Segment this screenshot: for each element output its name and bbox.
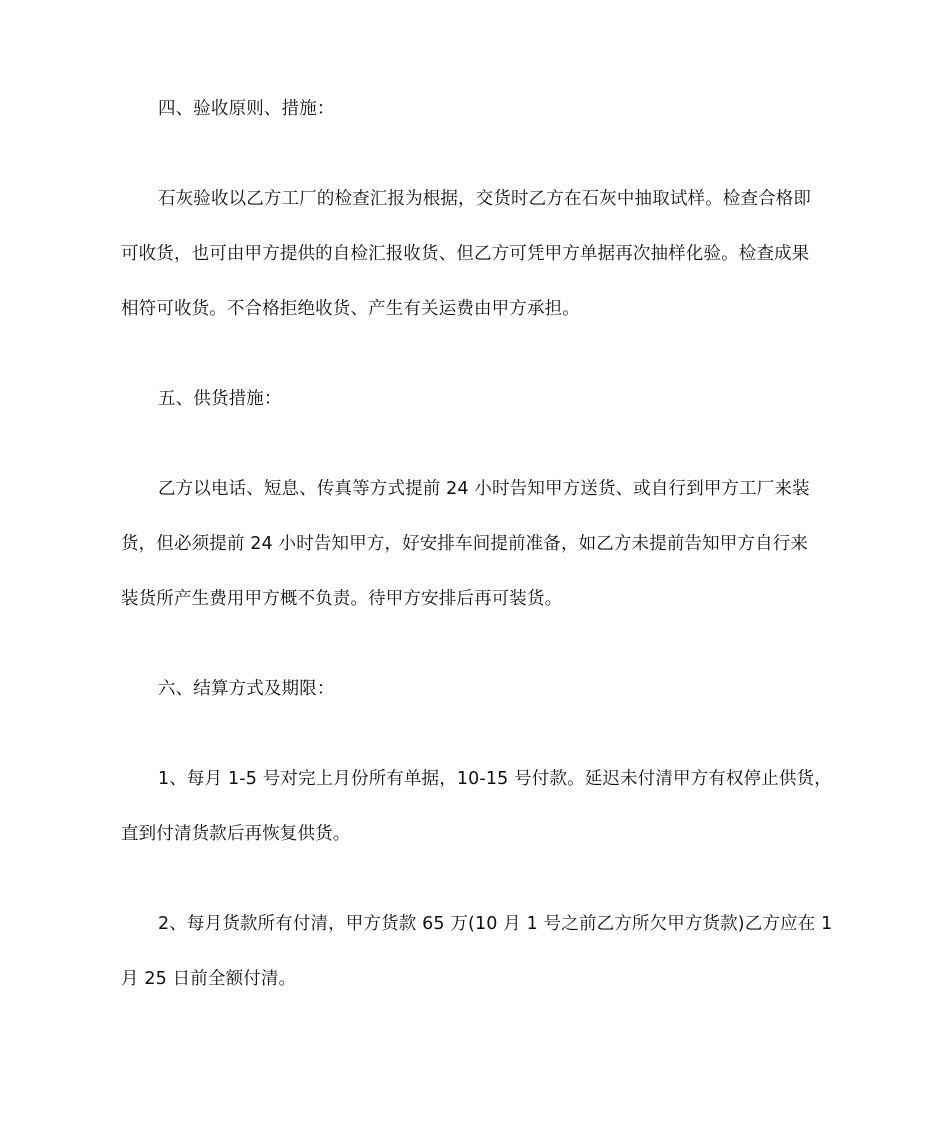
section-5-paragraph-line-1: 乙方以电话、短息、传真等方式提前 24 小时告知甲方送货、或自行到甲方工厂来装 [158,479,810,499]
section-6-heading: 六、结算方式及期限： [158,679,335,699]
section-6-item-1-line-1: 1、每月 1-5 号对完上月份所有单据，10-15 号付款。延迟未付清甲方有权停止供货， [158,769,832,789]
section-6-item-2-line-2: 月 25 日前全额付清。 [121,969,297,989]
section-4-heading: 四、验收原则、措施： [158,99,335,119]
section-4-paragraph-line-3: 相符可收货。不合格拒绝收货、产生有关运费由甲方承担。 [121,299,580,319]
section-6-item-1-line-2: 直到付清货款后再恢复供货。 [121,824,351,844]
section-4-paragraph-line-1: 石灰验收以乙方工厂的检查汇报为根据，交货时乙方在石灰中抽取试样。检查合格即 [158,189,812,209]
section-6-item-2-line-1: 2、每月货款所有付清，甲方货款 65 万(10 月 1 号之前乙方所欠甲方货款)乙方应在 1 [158,914,833,934]
section-5-heading: 五、供货措施： [158,389,282,409]
section-4-paragraph-line-2: 可收货，也可由甲方提供的自检汇报收货、但乙方可凭甲方单据再次抽样化验。检查成果 [121,244,810,264]
section-5-paragraph-line-2: 货，但必须提前 24 小时告知甲方，好安排车间提前准备，如乙方未提前告知甲方自行来 [121,534,809,554]
section-5-paragraph-line-3: 装货所产生费用甲方概不负责。待甲方安排后再可装货。 [121,589,563,609]
